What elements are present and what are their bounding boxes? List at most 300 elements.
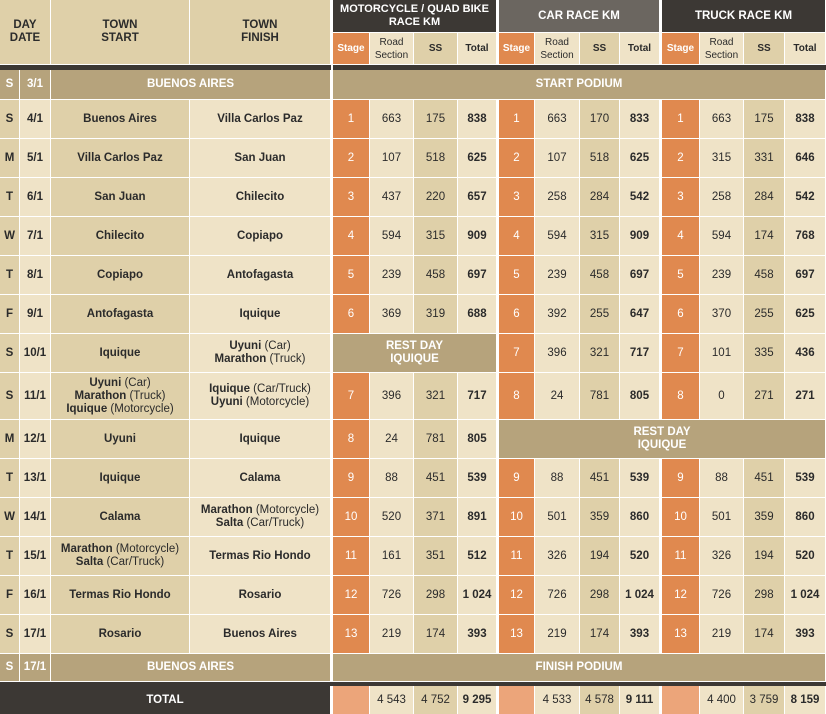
town-lines	[209, 550, 310, 563]
town-line	[104, 433, 136, 446]
stage-header-label: Stage	[502, 42, 531, 54]
car-total-km	[620, 178, 659, 216]
car-stage	[499, 498, 534, 536]
ss-km: 298	[589, 588, 610, 601]
rest-day-label	[386, 340, 443, 366]
stage-number: 4	[347, 229, 355, 242]
stage-number: 6	[677, 307, 684, 320]
cell-text: Road	[379, 36, 404, 48]
road-km: 315	[711, 151, 732, 164]
road-km: 520	[381, 510, 402, 523]
cell-text: 14/1	[23, 510, 47, 523]
header-truck-title	[662, 0, 825, 32]
stage-number: 9	[513, 471, 520, 484]
town-lines	[239, 589, 282, 602]
moto-road-header	[370, 33, 413, 64]
cell-text: T	[5, 268, 14, 281]
total-total-km: 9 111	[625, 693, 654, 706]
car-road-km	[535, 537, 579, 575]
row-town-finish	[190, 498, 330, 536]
moto-total-km	[458, 576, 496, 614]
total-km: 909	[467, 229, 487, 242]
stage-number: 10	[344, 510, 358, 523]
town-name: Copiapo	[237, 229, 283, 242]
town-name: San Juan	[94, 190, 146, 203]
total-km: 805	[629, 389, 650, 402]
row-date	[20, 373, 50, 419]
total-km: 646	[795, 151, 815, 164]
car-ss-km	[580, 537, 619, 575]
stage-number: 10	[674, 510, 687, 523]
stage-number: 7	[513, 346, 520, 359]
road-km: 24	[550, 389, 564, 402]
total-km: 860	[795, 510, 815, 523]
ss-km: 335	[754, 346, 774, 359]
truck-total-km	[785, 459, 825, 497]
total-km: 539	[467, 471, 487, 484]
town-line	[83, 113, 157, 126]
town-name: Iquique	[239, 432, 281, 445]
ss-km: 321	[589, 346, 610, 359]
truck-ss-km	[744, 615, 784, 653]
total-label-cell	[0, 686, 330, 714]
car-stage	[499, 459, 534, 497]
car-stage	[499, 100, 534, 138]
moto-road-km	[370, 100, 413, 138]
ss-km: 284	[754, 190, 774, 203]
town-lines	[217, 113, 302, 126]
truck-road-km	[700, 217, 743, 255]
town-line	[100, 347, 141, 360]
truck-total-km	[785, 615, 825, 653]
stage-number: 8	[513, 389, 520, 402]
stage-number: 12	[510, 588, 523, 601]
truck-stage	[662, 178, 699, 216]
cell-text: S	[5, 78, 14, 90]
town-line	[61, 556, 179, 569]
town-note: (Truck)	[126, 389, 166, 402]
row-day	[0, 420, 19, 458]
moto-road-km	[370, 373, 413, 419]
ss-km: 371	[425, 510, 446, 523]
road-km: 437	[381, 190, 402, 203]
town-line	[69, 589, 170, 602]
moto-road-km	[370, 459, 413, 497]
moto-road-km	[370, 498, 413, 536]
town-name: Buenos Aires	[83, 112, 157, 125]
row-date	[20, 615, 50, 653]
town-name: Iquique	[209, 383, 250, 395]
town-line	[227, 269, 293, 282]
total-km: 393	[467, 627, 487, 640]
town-lines	[104, 433, 136, 446]
town-line	[240, 308, 281, 321]
stage-number: 1	[677, 112, 684, 125]
stage-number: 13	[510, 627, 523, 640]
cell-text: S	[5, 389, 14, 402]
town-line	[215, 340, 306, 353]
cell-line	[633, 439, 690, 452]
car-road-km	[535, 576, 579, 614]
car-title-label: CAR RACE KM	[538, 9, 620, 22]
total-km: 520	[795, 549, 815, 562]
total-km: 717	[629, 346, 650, 359]
car-ss-km	[580, 459, 619, 497]
town-name: Iquique	[239, 307, 281, 320]
stage-number: 2	[347, 151, 355, 164]
stage-number: 11	[510, 549, 523, 562]
stage-number: 1	[347, 112, 355, 125]
moto-road-km	[370, 295, 413, 333]
moto-ss-header	[414, 33, 457, 64]
car-road-header	[535, 33, 579, 64]
cell-text: 6/1	[27, 190, 43, 203]
truck-road-km	[700, 139, 743, 177]
truck-stage	[662, 615, 699, 653]
moto-ss-km	[414, 256, 457, 294]
ss-km: 518	[425, 151, 446, 164]
stage-header-label: Stage	[666, 42, 695, 54]
cell-text: RACE KM	[388, 16, 441, 28]
road-header-label	[705, 36, 738, 62]
car-total-km	[620, 498, 659, 536]
road-km: 726	[711, 588, 732, 601]
town-name: Uyuni	[210, 396, 243, 408]
town-lines	[234, 152, 285, 165]
cell-text: 13/1	[23, 471, 47, 484]
car-total-km	[620, 373, 659, 419]
total-km: 512	[467, 549, 487, 562]
total-km: 393	[629, 627, 650, 640]
finish-podium-row-label	[333, 654, 825, 681]
town-name: Calama	[99, 510, 141, 523]
total-road-km: 4 543	[377, 693, 406, 706]
town-line	[240, 472, 281, 485]
car-ss-header	[580, 33, 619, 64]
road-km: 663	[547, 112, 567, 125]
cell-text: TOWN	[102, 19, 138, 31]
town-line	[234, 152, 285, 165]
car-truck-rest-day	[499, 420, 825, 458]
cell-line	[633, 426, 690, 439]
truck-total-km	[785, 100, 825, 138]
road-km: 239	[381, 268, 402, 281]
town-lines	[100, 347, 141, 360]
ss-km: 451	[425, 471, 446, 484]
town-line	[97, 269, 143, 282]
car-total-km	[620, 334, 659, 372]
row-date	[20, 498, 50, 536]
moto-total-km	[458, 139, 496, 177]
cell-text: 4/1	[27, 112, 43, 125]
row-date	[20, 178, 50, 216]
truck-ss-km	[744, 256, 784, 294]
car-total-km	[620, 139, 659, 177]
truck-stage	[662, 256, 699, 294]
cell-text: FINISH PODIUM	[535, 661, 623, 673]
moto-road-km	[370, 178, 413, 216]
car-stage	[499, 295, 534, 333]
road-km: 326	[547, 549, 567, 562]
ss-km: 458	[425, 268, 446, 281]
cell-text: S	[5, 661, 14, 673]
truck-road-km	[700, 295, 743, 333]
town-note: (Motorcycle)	[252, 504, 320, 516]
ss-km: 315	[425, 229, 446, 242]
town-name: Buenos Aires	[223, 627, 297, 640]
total-ss-km: 3 759	[749, 693, 779, 706]
moto-stage	[333, 178, 369, 216]
row-day	[0, 139, 19, 177]
header-day-date	[0, 0, 50, 64]
road-km: 726	[547, 588, 567, 601]
cell-text: DAY	[13, 19, 37, 31]
car-road-km	[535, 100, 579, 138]
town-line	[239, 589, 282, 602]
ss-km: 174	[754, 627, 774, 640]
town-lines	[99, 628, 142, 641]
town-name: Uyuni	[89, 376, 122, 389]
truck-ss-km	[744, 217, 784, 255]
car-stage	[499, 178, 534, 216]
total-total-km: 9 295	[462, 693, 492, 706]
row-town-start	[51, 256, 189, 294]
moto-total-ss	[414, 686, 457, 714]
truck-road-km	[700, 498, 743, 536]
total-km: 697	[795, 268, 815, 281]
ss-km: 359	[754, 510, 774, 523]
car-ss-km	[580, 256, 619, 294]
stage-number: 1	[513, 112, 520, 125]
car-ss-km	[580, 139, 619, 177]
moto-stage	[333, 100, 369, 138]
row-town-finish	[190, 178, 330, 216]
moto-total-header	[458, 33, 496, 64]
cell-line	[386, 353, 443, 366]
road-km: 594	[547, 229, 567, 242]
moto-ss-km	[414, 537, 457, 575]
cell-text: S	[5, 627, 14, 640]
ss-header-label: SS	[757, 42, 771, 54]
row-town-finish	[190, 459, 330, 497]
car-stage	[499, 256, 534, 294]
moto-total-km	[458, 498, 496, 536]
total-km: 860	[629, 510, 650, 523]
cell-text: Road	[545, 36, 569, 48]
town-lines	[209, 383, 311, 409]
car-total-km	[620, 615, 659, 653]
town-line	[96, 230, 145, 243]
row-day	[0, 178, 19, 216]
truck-total-header	[785, 33, 825, 64]
moto-ss-km	[414, 615, 457, 653]
cell-text: W	[4, 229, 15, 242]
stage-number: 7	[677, 346, 684, 359]
moto-ss-km	[414, 373, 457, 419]
cell-text: 15/1	[23, 549, 47, 562]
car-road-km	[535, 217, 579, 255]
truck-ss-km	[744, 178, 784, 216]
ss-km: 220	[425, 190, 446, 203]
town-lines	[240, 472, 281, 485]
town-note: (Car/Truck)	[243, 517, 305, 529]
town-name: Salta	[75, 556, 104, 568]
town-line	[240, 433, 281, 446]
row-town-start	[51, 100, 189, 138]
total-km: 542	[629, 190, 650, 203]
row-town-start	[51, 420, 189, 458]
cell-text: 12/1	[23, 432, 47, 445]
car-ss-km	[580, 334, 619, 372]
town-name: Chilecito	[235, 190, 285, 203]
car-total-road	[535, 686, 579, 714]
row-town-finish	[190, 217, 330, 255]
cell-text: Section	[374, 49, 409, 61]
town-note: (Motorcycle)	[242, 396, 310, 408]
ss-km: 351	[425, 549, 446, 562]
truck-road-km	[700, 459, 743, 497]
car-total-stage	[499, 686, 534, 714]
cell-text: IQUIQUE	[637, 439, 687, 451]
town-name: Iquique	[99, 346, 141, 359]
road-km: 101	[711, 346, 732, 359]
stage-number: 10	[510, 510, 523, 523]
stage-number: 11	[674, 549, 687, 562]
truck-stage	[662, 100, 699, 138]
cell-text: Road	[709, 36, 734, 48]
cell-text: F	[5, 307, 14, 320]
total-km: 542	[795, 190, 815, 203]
town-lines	[236, 191, 285, 204]
total-km: 717	[467, 389, 487, 402]
moto-stage	[333, 373, 369, 419]
cell-line	[540, 36, 573, 49]
start-podium-row-date	[20, 70, 50, 99]
town-line	[61, 543, 179, 556]
town-name: Salta	[215, 517, 244, 529]
town-line	[209, 550, 310, 563]
road-km: 501	[711, 510, 732, 523]
row-town-finish	[190, 100, 330, 138]
truck-stage	[662, 498, 699, 536]
total-total-km: 8 159	[790, 693, 820, 706]
town-lines	[87, 308, 153, 321]
row-town-finish	[190, 576, 330, 614]
town-name: Termas Rio Hondo	[209, 549, 311, 562]
moto-total-km	[458, 100, 496, 138]
truck-stage	[662, 537, 699, 575]
town-name: Villa Carlos Paz	[217, 112, 303, 125]
cell-line	[540, 49, 573, 62]
car-stage	[499, 139, 534, 177]
truck-road-km	[700, 334, 743, 372]
car-ss-km	[580, 615, 619, 653]
truck-total-km	[785, 178, 825, 216]
ss-km: 271	[754, 389, 774, 402]
town-lines	[240, 433, 281, 446]
town-name: Marathon	[74, 389, 127, 402]
truck-ss-km	[744, 498, 784, 536]
total-km: 539	[629, 471, 650, 484]
truck-road-km	[700, 178, 743, 216]
ss-km: 174	[425, 627, 446, 640]
cell-text: T	[5, 471, 14, 484]
cell-text: Section	[704, 49, 739, 61]
cell-text: 7/1	[27, 229, 43, 242]
row-town-start	[51, 334, 189, 372]
moto-ss-km	[414, 420, 457, 458]
cell-text: 11/1	[24, 389, 46, 402]
row-date	[20, 420, 50, 458]
row-town-start	[51, 459, 189, 497]
road-km: 219	[547, 627, 567, 640]
ss-km: 284	[589, 190, 610, 203]
total-km: 1 024	[625, 588, 654, 601]
total-ss-km: 4 578	[585, 693, 614, 706]
town-lines	[240, 308, 281, 321]
truck-ss-km	[744, 295, 784, 333]
town-note: (Motorcycle)	[112, 543, 180, 555]
moto-total-km	[458, 420, 496, 458]
car-stage	[499, 537, 534, 575]
moto-total-road	[370, 686, 413, 714]
ss-km: 458	[589, 268, 610, 281]
row-day	[0, 615, 19, 653]
car-road-km	[535, 373, 579, 419]
total-km: 688	[467, 307, 487, 320]
moto-road-km	[370, 256, 413, 294]
stage-number: 13	[344, 627, 358, 640]
rest-day-label	[633, 426, 690, 452]
truck-road-km	[700, 256, 743, 294]
truck-road-km	[700, 373, 743, 419]
stage-number: 5	[347, 268, 355, 281]
total-road-km: 4 400	[707, 693, 736, 706]
row-date	[20, 537, 50, 575]
truck-road-km	[700, 576, 743, 614]
town-lines	[201, 504, 319, 530]
cell-text: IQUIQUE	[390, 353, 439, 365]
header-day-date-label	[10, 19, 40, 45]
ss-km: 255	[754, 307, 774, 320]
ss-km: 194	[589, 549, 610, 562]
truck-stage	[662, 217, 699, 255]
road-km: 369	[381, 307, 402, 320]
moto-stage	[333, 420, 369, 458]
town-lines	[227, 269, 293, 282]
finish-podium-row-town	[51, 654, 330, 681]
town-note: (Car)	[261, 340, 291, 352]
car-road-km	[535, 615, 579, 653]
road-km: 663	[381, 112, 402, 125]
row-town-start	[51, 576, 189, 614]
row-town-start	[51, 295, 189, 333]
total-km: 625	[629, 151, 650, 164]
cell-line	[375, 49, 408, 62]
moto-stage	[333, 256, 369, 294]
total-km: 1 024	[462, 588, 492, 601]
moto-total-km	[458, 295, 496, 333]
stage-number: 5	[677, 268, 684, 281]
stage-number: 5	[513, 268, 520, 281]
car-stage	[499, 373, 534, 419]
car-total-km	[620, 576, 659, 614]
row-town-start	[51, 217, 189, 255]
moto-stage	[333, 615, 369, 653]
car-road-km	[535, 139, 579, 177]
moto-ss-km	[414, 498, 457, 536]
cell-text: 17/1	[23, 627, 47, 640]
